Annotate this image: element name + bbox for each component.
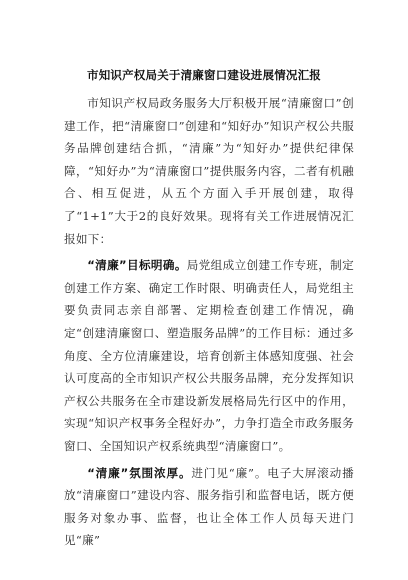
document-body [64,92,354,552]
paragraph-atmosphere [64,462,354,552]
paragraph-lead: “清廉”氛围浓厚。 [87,465,192,480]
paragraph-lead: “清廉”目标明确。 [87,258,187,273]
paragraph-text: 进门见“廉”。电子大屏滚动播放“清廉窗口”建设内容、服务指引和监督电话，既方便服务对象办事、监督，也让全体工作人员每天进门见“廉” [64,465,354,548]
paragraph-goal [64,254,354,457]
document-title: 市知识产权局关于清廉窗口建设进展情况汇报 [87,68,321,82]
paragraph-text: 局党组成立创建工作专班，制定创建工作方案、确定工作时限、明确责任人，局党组主要负责同志亲自部署、定期检查创建工作情况，确定“创建清廉窗口、塑造服务品牌”的工作目标：通过多角度、全方位清廉建设，培育创新主体感知度强、社会认可度高的全市知识产权公共服务品牌，充分发挥知识产权公共服务在全市建设新发展格局先行区中的作用，实现“知识产权事务全程好办”，力争打造全市政务服务窗口、全国知识产权系统典型“清廉窗口”。 [64,258,354,453]
paragraph-intro [64,92,354,250]
paragraph-text: 市知识产权局政务服务大厅积极开展“清廉窗口”创建工作，把“清廉窗口”创建和“知好办”知识产权公共服务品牌创建结合抓，“清廉”为“知好办”提供纪律保障，“知好办”为“清廉窗口”提供服务内容，二者有机融合、相互促进，从五个方面入手开展创建，取得了“1+1”大于2的良好效果。现将有关工作进展情况汇报如下： [64,96,354,246]
